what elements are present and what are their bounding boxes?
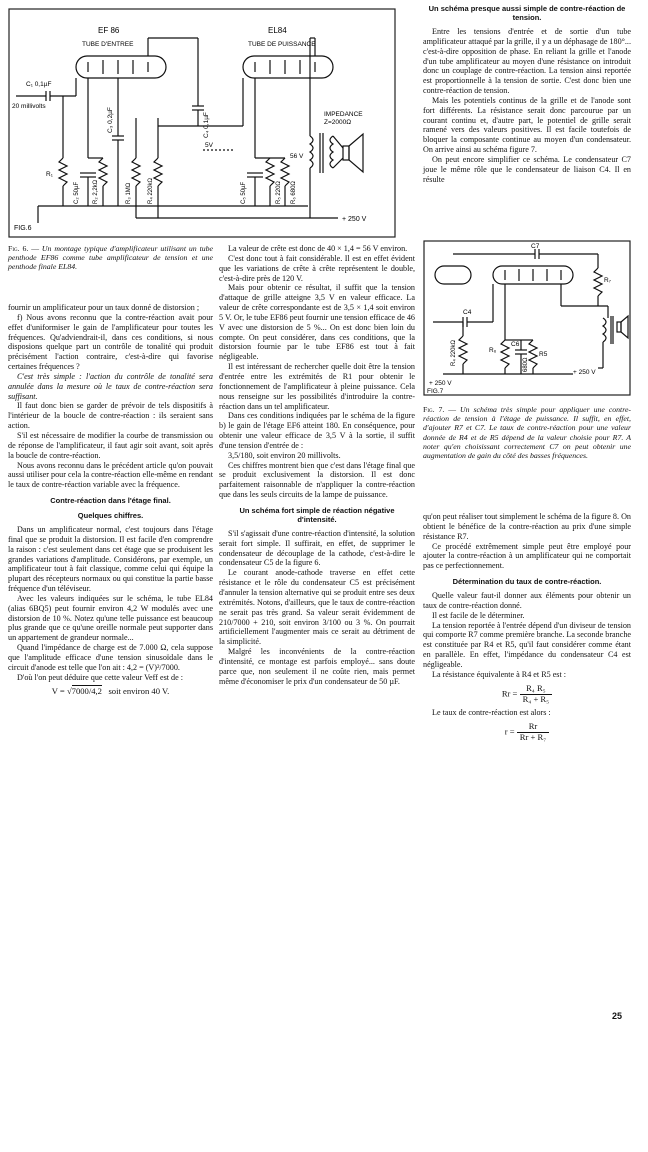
col2-p1: La valeur de crête est donc de 40 × 1,4 = 56 V environ.	[228, 244, 408, 253]
figure-7-caption	[423, 405, 631, 460]
col1-p9: Quand l'impédance de charge est de 7.000 Ω, cela suppose que l'amplitude efficace d'une tension sinusoïdale dans le circuit d'anode est telle que l'on ait : 4,2 = (V)²/7000.	[8, 643, 213, 672]
col1-p1: fournir un amplificateur pour un taux donné de distorsion ;	[8, 303, 200, 312]
col3-p4: qu'on peut réaliser tout simplement le schéma de la figure 8. On obtient le bénéfice de la contre-réaction au prix d'une simple résistance R7.	[423, 512, 631, 541]
fig7-r6-label: R₆	[489, 347, 497, 354]
fig7-c4-label: C4	[463, 309, 472, 316]
fig6-tube2-label: TUBE DE PUISSANCE	[248, 41, 316, 48]
col3-formula-2	[423, 722, 631, 743]
col1-p6: Nous avons reconnu dans le précédent article qu'on pouvait aussi utiliser pour cela la contre-réaction elle-même en rendant le taux de contre-réaction variable avec la fréquence.	[8, 460, 213, 490]
col3-formula-1-den: R₄ + R₅	[522, 693, 550, 704]
fig6-c5-label: C₅ 50µF	[241, 181, 247, 204]
col2-p2: C'est donc tout à fait considérable. Il est en effet évident que les variations de crête à crête représentent le double, c'est-à-dire près de 120 V.	[219, 253, 415, 283]
col2-p4: Il est intéressant de rechercher quelle doit être la tension d'entrée entre les extrémités de R1 pour obtenir le fonctionnement de l'amplificateur à pleine puissance. Cela nous renseigne sur les possibilités d'introduire la contre-réaction dans un tel amplificateur.	[219, 362, 415, 411]
figure-7-schematic	[423, 240, 631, 396]
col3-heading-1: Un schéma presque aussi simple de contre-réaction de tension.	[428, 4, 626, 22]
col3-p2: Mais les potentiels continus de la grille et de l'anode sont fort différents. La résistance serait donc parcourue par un courant continu et, d'autre part, le potentiel de grille serait ramené vers des valeurs positives. Il est facile toutefois de bloquer la composante continue au moyen d'un condensateur. On arrive ainsi au schéma figure 7.	[423, 95, 631, 155]
col3-formula-1-fraction	[520, 684, 553, 705]
figure-6-schematic	[8, 8, 396, 238]
page-number: 25	[612, 1011, 623, 1021]
column-1	[8, 303, 213, 700]
fig7-hv1-label: + 250 V	[429, 380, 452, 387]
col1-formula-left: V =	[51, 685, 65, 696]
col3-formula-2-den: Rr + R₇	[519, 732, 547, 743]
col1-p8: Avec les valeurs indiquées sur le schéma, le tube EL84 (alias 6BQ5) peut fournir environ 4,2 W modulés avec une distorsion de 10 %. Notez qu'une telle puissance est beaucoup plus grande que ce qu'une oreille normale peut supporter dans un appartement de grandeur normale...	[8, 593, 213, 643]
fig6-input-label: 20 millivolts	[12, 103, 46, 110]
fig7-c6-label: C6	[511, 341, 520, 348]
col1-heading-2: Quelques chiffres.	[77, 511, 144, 521]
col3-formula-2-left: r =	[504, 726, 515, 737]
col3-p8: La tension reportée à l'entrée dépend d'un diviseur de tension qui comporte R7 comme première branche. La seconde branche est constituée par R4 et R5, qu'il faut considérer comme étant en parallèle. En effet, l'impédance du condensateur C4 est négligeable.	[423, 620, 631, 669]
fig7-r5-label: R5	[539, 351, 548, 358]
col3-p7: Il est facile de le déterminer.	[432, 610, 525, 620]
col1-formula-right: soit environ 40 V.	[108, 685, 170, 696]
figure-6-caption	[8, 244, 213, 272]
col3-p10: Le taux de contre-réaction est alors :	[432, 708, 551, 718]
col1-p3: C'est très simple : l'action du contrôle de tonalité sera annulée dans la mesure où le taux de contre-réaction sera suffisant.	[8, 371, 213, 401]
col3-p9: La résistance équivalente à R4 et R5 est :	[432, 669, 567, 679]
figure-6-caption-lead: Fig. 6. —	[8, 244, 40, 253]
fig7-figure-label: FIG.7	[427, 388, 444, 395]
fig6-r3-label: R₃ 1MΩ	[126, 182, 132, 204]
col1-p5: S'il est nécessaire de modifier la courbe de transmission ou de réponse de l'amplificateur, il faut agir soit avant, soit après la boucle de contre-réaction.	[8, 430, 213, 460]
column-2	[219, 244, 415, 686]
fig6-c4-label: C₄ 0,1µF	[203, 112, 210, 138]
col3-formula-1	[423, 684, 631, 705]
col3-p1: Entre les tensions d'entrée et de sortie d'un tube amplificateur attaqué par la grille, il y a un déphasage de 180°... c'est-à-dire opposition de phase. En reliant la grille et l'anode d'un tube amplificateur au moyen d'une résistance on introduit donc un couplage de contre-réaction. La tension ainsi reportée est proportionnelle à la tension de sortie. C'est donc bien une contre-réaction de tension.	[423, 27, 631, 96]
col3-formula-2-num: Rr	[517, 722, 549, 733]
fig6-hv-label: + 250 V	[342, 216, 367, 223]
col1-p2: f) Nous avons reconnu que la contre-réaction avait pour effet d'uniformiser le gain de l'amplificateur pour toutes les fréquences. Qu'adviendrait-il, dans ces conditions, si nous disposions quelque part un contrôle de tonalité qui produit précisément l'action contraire, c'est-à-dire qui favorise certaines fréquences ?	[8, 312, 213, 372]
fig6-tube1-name: EF 86	[98, 26, 120, 35]
fig6-impedance-label: IMPEDANCE	[324, 111, 363, 118]
col3-heading-2: Détermination du taux de contre-réaction.	[452, 577, 602, 587]
col3-formula-1-left: Rr =	[501, 687, 518, 698]
col2-p9: Le courant anode-cathode traverse en effet cette résistance et le rôle du condensateur C5 est précisément d'annuler la tension alternative qui se produit entre ses deux extrémités. Notons, d'ailleurs, que le taux de contre-réaction ne serait pas très grand. Sa valeur serait évidemment de 210/7000 + 210, soit environ 3/100 ou 3 %. On pourrait artificiellement l'augmenter mais ce serait au détriment de la simplicité.	[219, 568, 415, 647]
fig7-hv2-label: + 250 V	[573, 369, 596, 376]
fig6-impedance-value: Z=2000Ω	[324, 119, 352, 126]
fig7-r4-label: R₄ 220kΩ	[451, 340, 457, 366]
fig6-c2-label: C₂ 50µF	[74, 181, 80, 204]
fig6-tube2-name: EL84	[268, 26, 287, 35]
col1-formula-radical: √	[66, 685, 72, 696]
col2-p8: S'il s'agissait d'une contre-réaction d'intensité, la solution serait fort simple. Il suffirait, en effet, de supprimer le condensateur de découplage de la cathode, c'est-à-dire le condensateur C5 de la figure 6.	[219, 528, 415, 568]
fig6-r5-label: R₅ 220Ω	[276, 181, 282, 204]
fig6-figure-label: FIG.6	[14, 225, 32, 232]
col1-heading-1: Contre-réaction dans l'étage final.	[50, 496, 171, 506]
fig6-r1-label: R₁	[46, 171, 53, 178]
fig6-56v-label: 56 V	[290, 153, 304, 160]
fig6-c1-label: C₁ 0,1µF	[26, 81, 52, 88]
col2-p5: Dans ces conditions indiquées par le schéma de la figure b) le gain de l'étage EF6 atteint 180. En conséquence, pour obtenir une valeur efficace de 3,5 V à la sortie, il suffit d'une tension d'entrée de :	[219, 411, 415, 450]
col2-p7: Ces chiffres montrent bien que c'est dans l'étage final que se produit exclusivement la distorsion. Il est donc parfaitement raisonnable de n'appliquer la contre-réaction que dans les seuls circuits de la lampe de puissance.	[219, 460, 415, 500]
fig6-tube1-label: TUBE D'ENTREE	[82, 41, 134, 48]
col1-formula	[8, 687, 213, 697]
col3-p5: Ce procédé extrêmement simple peut être employé pour ajouter la contre-réaction à un amplificateur qui ne comportait pas ce perfectionnement.	[423, 541, 631, 571]
column-3-bottom	[423, 512, 631, 747]
fig7-c7-label: C7	[531, 243, 540, 250]
figure-7-caption-text: Un schéma très simple pour appliquer une contre-réaction de tension à l'étage de puissance. Il suffit, en effet, d'ajouter R7 et C7. Le taux de contre-réaction pour une valeur donnée de R4 et de R5 dépend de la valeur choisie pour R7. A noter qu'en choisissant correctement C7 on peut obtenir une augmentation de gain du côté des basses fréquences.	[423, 405, 632, 461]
col2-p6: 3,5/180, soit environ 20 millivolts.	[228, 450, 341, 460]
col3-formula-2-fraction	[517, 722, 549, 743]
fig7-r7-label: R₇	[604, 277, 611, 284]
fig6-r2-label: R₂ 2,2kΩ	[93, 179, 99, 204]
fig6-r4-label: R₄ 220kΩ	[148, 178, 154, 204]
figure-6-caption-text: Un montage typique d'amplificateur utilisant un tube penthode EF86 comme tube amplificateur de tension et une penthode finale EL84.	[8, 244, 214, 272]
col3-p6: Quelle valeur faut-il donner aux éléments pour obtenir un taux de contre-réaction donné.	[423, 591, 631, 610]
col2-p10: Malgré les inconvénients de la contre-réaction d'intensité, ce montage est parfois employé... sans doute parce que, non seulement il ne coûte rien, mais permet même d'économiser le prix d'un condensateur de 50 µF.	[219, 647, 415, 686]
fig6-5v-label: 5V	[205, 142, 213, 149]
column-3-top	[423, 4, 631, 185]
figure-7-caption-lead: Fig. 7. —	[423, 405, 457, 414]
col2-heading-1: Un schéma fort simple de réaction négative d'intensité.	[239, 505, 395, 524]
col3-p3: On peut encore simplifier ce schéma. Le condensateur C7 joue le même rôle que le condensateur de liaison C4. Il en résulte	[423, 154, 631, 184]
col1-formula-root: 7000/4,2	[71, 685, 102, 696]
col1-p4: Il faut donc bien se garder de prévoir de tels dispositifs à l'intérieur de la boucle de contre-réaction : ils seraient sans action.	[8, 401, 213, 431]
col1-p7: Dans un amplificateur normal, c'est toujours dans l'étage final que se produit la distorsion. Il est facile d'en comprendre la raison : c'est seulement dans cet étage que se produisent les grandes variations d'amplitude. Considérons, par exemple, un amplificateur tout à fait classique, comme celui qui équipe la plupart des récepteurs normaux ou qui constitue la partie basse fréquence d'un téléviseur.	[8, 525, 213, 594]
fig7-r6-value: 680Ω	[523, 357, 529, 372]
col2-p3: Mais pour obtenir ce résultat, il suffit que la tension d'attaque de grille atteigne 3,5 V en valeur efficace. La valeur de crête correspondante est de 3,5 × 1,4 soit environ 5 V. Or, le tube EF86 peut fournir une tension efficace de 46 V avec une distorsion de 5 %... On est donc bien loin du compte. On peut considérer, dans ces conditions, que la distorsion fournie par le tube EF86 est tout à fait négligeable.	[219, 283, 415, 362]
fig6-c3-label: C₃ 0,2µF	[107, 107, 114, 133]
col1-p10: D'où l'on peut déduire que cette valeur Veff est de :	[17, 672, 183, 682]
fig6-r6-label: R₆ 680Ω	[291, 181, 297, 204]
col3-formula-1-num: R₄ R₅	[520, 684, 553, 695]
